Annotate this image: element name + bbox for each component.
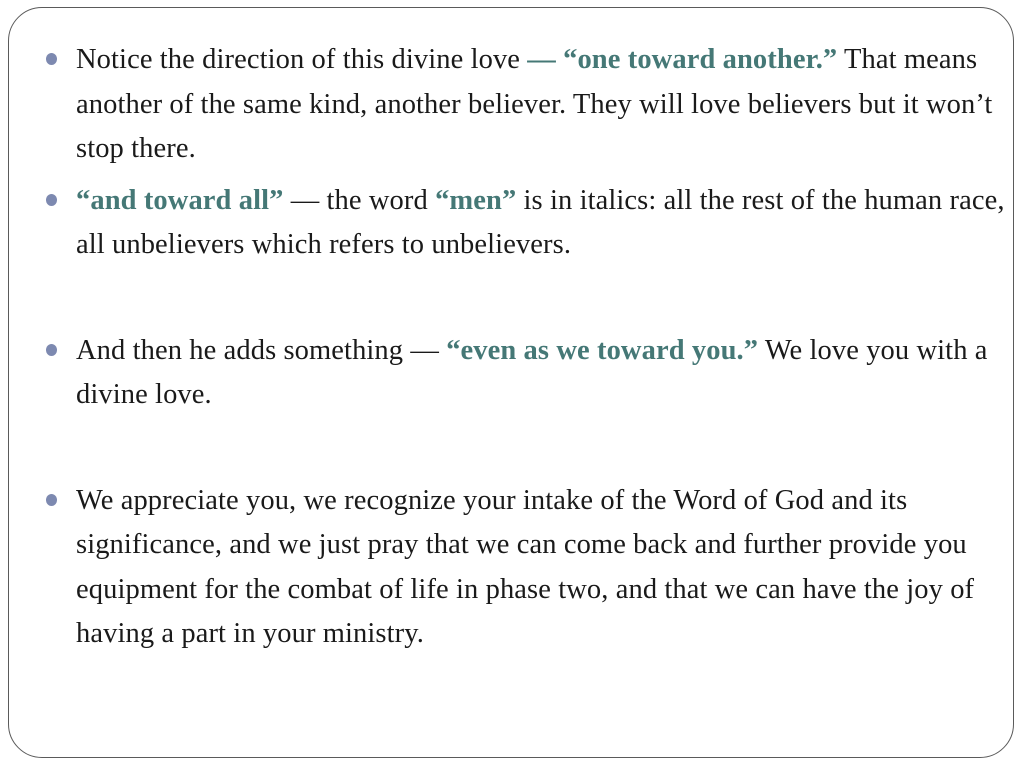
bullet-2-text-a: — the word xyxy=(283,184,436,216)
bullet-dot-icon xyxy=(46,344,57,356)
bullet-2-highlight-a: “and toward all” xyxy=(76,184,284,216)
bullet-item-1 xyxy=(44,38,1016,172)
bullet-4-text: We appreciate you, we recognize your intake of the Word of God and its significance, and we just pray that we can come back and further provide you equipment for the combat of life in phase two, and that we can have the joy of having a part in your ministry. xyxy=(76,484,975,649)
bullet-3-highlight: “even as we toward you.” xyxy=(446,334,759,366)
bullet-dot-icon xyxy=(46,53,57,65)
bullet-item-2 xyxy=(44,179,1016,268)
bullet-item-3 xyxy=(44,329,1016,418)
bullet-3-text-a: And then he adds something — xyxy=(76,334,447,366)
bullet-1-highlight: — “one toward another.” xyxy=(527,44,838,75)
bullet-dot-icon xyxy=(46,494,57,506)
bullet-2-text-b: is in italics: all the rest of the human race, all unbelievers which refers to unbelievers. xyxy=(76,184,1005,260)
bullet-dot-icon xyxy=(46,194,57,206)
bullet-2-highlight-b: “men” xyxy=(435,184,517,216)
bullet-item-4 xyxy=(44,479,1016,657)
bullet-3-text-b: We love you with a divine love. xyxy=(76,334,988,410)
slide-content xyxy=(44,38,1016,657)
bullet-1-text-a: Notice the direction of this divine love xyxy=(76,44,528,75)
bullet-1-text-b: That means another of the same kind, another believer. They will love believers but it won’t stop there. xyxy=(76,44,993,164)
